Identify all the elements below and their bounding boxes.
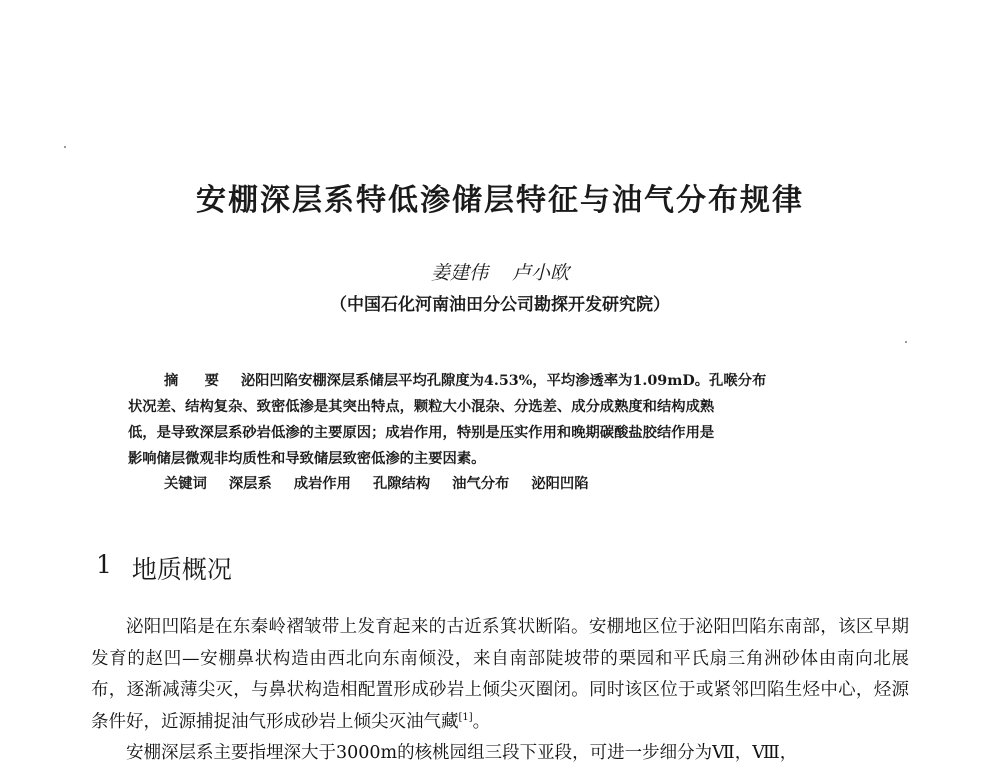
- abstract-line: 摘 要 泌阳凹陷安棚深层系储层平均孔隙度为4.53%，平均渗透率为1.09mD。孔喉分布: [164, 373, 767, 389]
- keyword: 泌阳凹陷: [531, 476, 589, 492]
- author-affiliation: （中国石化河南油田分公司勘探开发研究院）: [330, 295, 670, 315]
- abstract-line: 影响储层微观非均质性和导致储层致密低渗的主要因素。: [128, 451, 486, 467]
- author-list: [0, 258, 1000, 285]
- keyword: 成岩作用: [293, 476, 351, 492]
- scan-speck: [905, 341, 907, 343]
- scan-speck: [64, 146, 66, 148]
- paragraph: 泌阳凹陷是在东秦岭褶皱带上发育起来的古近系箕状断陷。安棚地区位于泌阳凹陷东南部，该区早期发育的赵凹—安棚鼻状构造由西北向东南倾没，来自南部陡坡带的栗园和平氏扇三角洲砂体由南向北展布，逐渐减薄尖灭，与鼻状构造相配置形成砂岩上倾尖灭圈闭。同时该区位于或紧邻凹陷生烃中心，烃源条件好，近源捕捉油气形成砂岩上倾尖灭油气藏[1]。: [91, 617, 909, 732]
- abstract: [128, 368, 866, 472]
- keyword: 深层系: [228, 476, 272, 492]
- section-heading: [96, 550, 232, 586]
- abstract-line: 状况差、结构复杂、致密低渗是其突出特点，颗粒大小混杂、分选差、成分成熟度和结构成熟: [128, 399, 715, 415]
- author-name: 卢小欧: [512, 262, 570, 284]
- keyword: 孔隙结构: [372, 476, 431, 492]
- abstract-line: 低，是导致深层系砂岩低渗的主要原因；成岩作用，特别是压实作用和晚期碳酸盐胶结作用是: [128, 425, 715, 441]
- keywords-label: 关键词: [164, 476, 207, 492]
- paragraph: 安棚深层系主要指埋深大于3000m的核桃园组三段下亚段，可进一步细分为Ⅶ，Ⅷ，: [126, 743, 798, 763]
- section-number: 1: [96, 550, 112, 579]
- body-text: [91, 612, 909, 770]
- abstract-label: 摘 要: [164, 373, 225, 389]
- citation: [1]: [458, 711, 473, 723]
- paper-title: 安棚深层系特低渗储层特征与油气分布规律: [196, 183, 804, 218]
- keywords: [164, 473, 589, 493]
- keyword: 油气分布: [452, 476, 510, 492]
- section-title: 地质概况: [131, 555, 232, 584]
- author-name: 姜建伟: [430, 262, 488, 284]
